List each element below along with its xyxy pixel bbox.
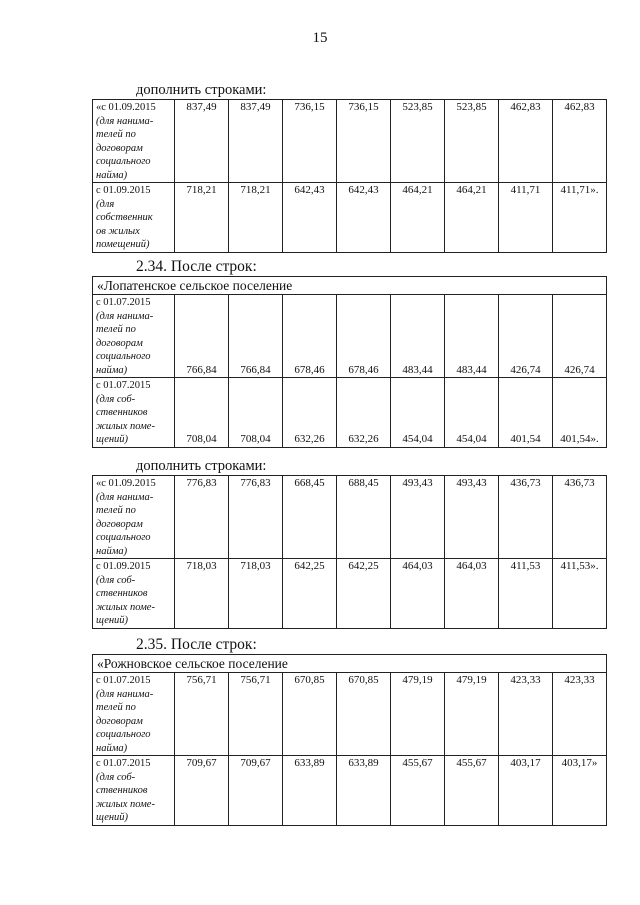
value-cell: 411,53». — [553, 559, 607, 629]
row-note: (для нанима- телей по договорам социального найма) — [96, 491, 154, 557]
value-cell: 436,73 — [499, 476, 553, 559]
row-note: (для собственник ов жилых помещений) — [96, 198, 153, 250]
value-cell: 483,44 — [391, 295, 445, 378]
value-cell: 411,71 — [499, 183, 553, 253]
value-cell: 403,17» — [553, 756, 607, 826]
row-label — [93, 183, 175, 253]
value-cell: 632,26 — [283, 378, 337, 448]
row-label — [93, 756, 175, 826]
row-label — [93, 673, 175, 756]
value-cell: 523,85 — [445, 100, 499, 183]
row-date: «с 01.09.2015 — [96, 478, 156, 489]
tariff-table — [92, 276, 607, 448]
value-cell: 718,21 — [175, 183, 229, 253]
settlement-row — [93, 655, 607, 673]
tariff-table — [92, 99, 607, 253]
section-caption: дополнить строками: — [136, 458, 267, 474]
value-cell: 678,46 — [337, 295, 391, 378]
section-2 — [92, 258, 607, 448]
value-cell: 632,26 — [337, 378, 391, 448]
value-cell: 756,71 — [229, 673, 283, 756]
section-3 — [92, 458, 607, 629]
value-cell: 688,45 — [337, 476, 391, 559]
value-cell: 462,83 — [553, 100, 607, 183]
value-cell: 464,03 — [445, 559, 499, 629]
value-cell: 464,21 — [391, 183, 445, 253]
row-label — [93, 100, 175, 183]
table-row — [93, 673, 607, 756]
value-cell: 766,84 — [229, 295, 283, 378]
value-cell: 776,83 — [229, 476, 283, 559]
table-row — [93, 476, 607, 559]
value-cell: 708,04 — [229, 378, 283, 448]
row-date: с 01.07.2015 — [96, 380, 151, 391]
value-cell: 708,04 — [175, 378, 229, 448]
value-cell: 709,67 — [229, 756, 283, 826]
section-caption: дополнить строками: — [136, 82, 267, 98]
row-note: (для соб- ственников жилых поме- щений) — [96, 771, 155, 823]
value-cell: 455,67 — [391, 756, 445, 826]
value-cell: 837,49 — [229, 100, 283, 183]
table-row — [93, 183, 607, 253]
value-cell: 493,43 — [445, 476, 499, 559]
value-cell: 678,46 — [283, 295, 337, 378]
value-cell: 670,85 — [337, 673, 391, 756]
value-cell: 642,25 — [337, 559, 391, 629]
value-cell: 401,54». — [553, 378, 607, 448]
value-cell: 756,71 — [175, 673, 229, 756]
value-cell: 436,73 — [553, 476, 607, 559]
value-cell: 642,25 — [283, 559, 337, 629]
value-cell: 426,74 — [553, 295, 607, 378]
row-note: (для соб- ственников жилых поме- щений) — [96, 393, 155, 445]
value-cell: 776,83 — [175, 476, 229, 559]
row-note: (для соб- ственников жилых поме- щений) — [96, 574, 155, 626]
section-4 — [92, 636, 607, 826]
value-cell: 633,89 — [337, 756, 391, 826]
settlement-name: «Рожновское сельское поселение — [93, 655, 607, 673]
row-date: с 01.07.2015 — [96, 297, 151, 308]
value-cell: 668,45 — [283, 476, 337, 559]
row-date: с 01.07.2015 — [96, 758, 151, 769]
value-cell: 766,84 — [175, 295, 229, 378]
row-label — [93, 476, 175, 559]
value-cell: 633,89 — [283, 756, 337, 826]
value-cell: 718,03 — [229, 559, 283, 629]
table-row — [93, 378, 607, 448]
value-cell: 411,53 — [499, 559, 553, 629]
row-date: с 01.09.2015 — [96, 185, 151, 196]
table-row — [93, 756, 607, 826]
table-row — [93, 100, 607, 183]
value-cell: 423,33 — [553, 673, 607, 756]
row-date: с 01.07.2015 — [96, 675, 151, 686]
row-date: с 01.09.2015 — [96, 561, 151, 572]
row-label — [93, 378, 175, 448]
settlement-name: «Лопатенское сельское поселение — [93, 277, 607, 295]
value-cell: 523,85 — [391, 100, 445, 183]
value-cell: 464,21 — [445, 183, 499, 253]
value-cell: 479,19 — [445, 673, 499, 756]
value-cell: 403,17 — [499, 756, 553, 826]
value-cell: 718,21 — [229, 183, 283, 253]
value-cell: 426,74 — [499, 295, 553, 378]
value-cell: 455,67 — [445, 756, 499, 826]
row-note: (для нанима- телей по договорам социального найма) — [96, 115, 154, 181]
value-cell: 642,43 — [337, 183, 391, 253]
section-caption: 2.34. После строк: — [136, 258, 257, 275]
tariff-table — [92, 654, 607, 826]
section-1 — [92, 82, 607, 253]
value-cell: 462,83 — [499, 100, 553, 183]
table-row — [93, 295, 607, 378]
tariff-table — [92, 475, 607, 629]
row-label — [93, 295, 175, 378]
value-cell: 483,44 — [445, 295, 499, 378]
value-cell: 709,67 — [175, 756, 229, 826]
value-cell: 493,43 — [391, 476, 445, 559]
section-caption: 2.35. После строк: — [136, 636, 257, 653]
value-cell: 736,15 — [283, 100, 337, 183]
value-cell: 736,15 — [337, 100, 391, 183]
value-cell: 837,49 — [175, 100, 229, 183]
value-cell: 401,54 — [499, 378, 553, 448]
row-note: (для нанима- телей по договорам социального найма) — [96, 310, 154, 376]
row-note: (для нанима- телей по договорам социального найма) — [96, 688, 154, 754]
value-cell: 454,04 — [391, 378, 445, 448]
row-label — [93, 559, 175, 629]
table-row — [93, 559, 607, 629]
page-number: 15 — [312, 30, 328, 46]
value-cell: 423,33 — [499, 673, 553, 756]
value-cell: 642,43 — [283, 183, 337, 253]
value-cell: 464,03 — [391, 559, 445, 629]
row-date: «с 01.09.2015 — [96, 102, 156, 113]
value-cell: 718,03 — [175, 559, 229, 629]
settlement-row — [93, 277, 607, 295]
value-cell: 670,85 — [283, 673, 337, 756]
value-cell: 479,19 — [391, 673, 445, 756]
value-cell: 411,71». — [553, 183, 607, 253]
value-cell: 454,04 — [445, 378, 499, 448]
